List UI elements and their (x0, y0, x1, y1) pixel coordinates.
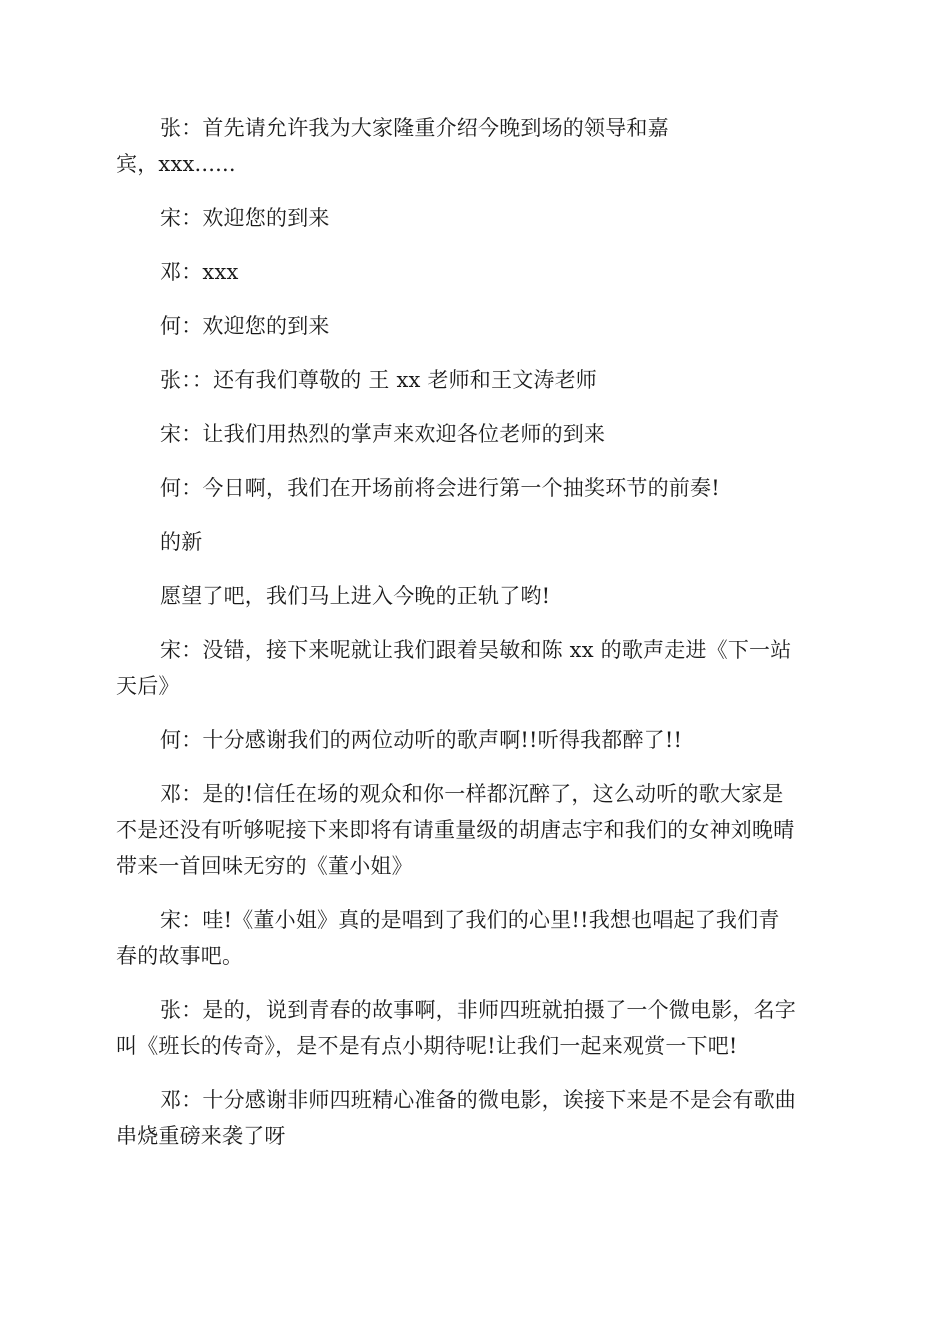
paragraph: 邓：xxx (160, 260, 239, 284)
paragraph: 邓：十分感谢非师四班精心准备的微电影，诶接下来是不是会有歌曲 串烧重磅来袭了呀 (116, 1088, 796, 1148)
paragraph: 邓：是的!信任在场的观众和你一样都沉醉了，这么动听的歌大家是 不是还没有听够呢接下来即将有请重量级的胡唐志宇和我们的女神刘晚晴 带来一首回味无穷的《董小姐》 (116, 782, 795, 878)
document-body (116, 110, 832, 1172)
paragraph: 宋：哇!《董小姐》真的是唱到了我们的心里!!我想也唱起了我们青 春的故事吧。 (116, 908, 780, 968)
paragraph: 愿望了吧，我们马上进入今晚的正轨了哟! (160, 584, 551, 608)
paragraph: 宋：让我们用热烈的掌声来欢迎各位老师的到来 (160, 422, 606, 446)
paragraph: 的新 (160, 530, 203, 554)
paragraph: 何：欢迎您的到来 (160, 314, 330, 338)
paragraph: 何：今日啊，我们在开场前将会进行第一个抽奖环节的前奏! (160, 476, 720, 500)
paragraph: 张：首先请允许我为大家隆重介绍今晚到场的领导和嘉 宾，xxx...... (116, 116, 669, 176)
paragraph: 张：是的，说到青春的故事啊，非师四班就拍摄了一个微电影，名字 叫《班长的传奇》，是不是有点小期待呢!让我们一起来观赏一下吧! (116, 998, 796, 1058)
paragraph: 张：：还有我们尊敬的 王 xx 老师和王文涛老师 (160, 368, 598, 392)
paragraph: 宋：没错，接下来呢就让我们跟着吴敏和陈 xx 的歌声走进《下一站 天后》 (116, 638, 792, 698)
paragraph: 宋：欢迎您的到来 (160, 206, 330, 230)
paragraph: 何：十分感谢我们的两位动听的歌声啊!!听得我都醉了!! (160, 728, 683, 752)
